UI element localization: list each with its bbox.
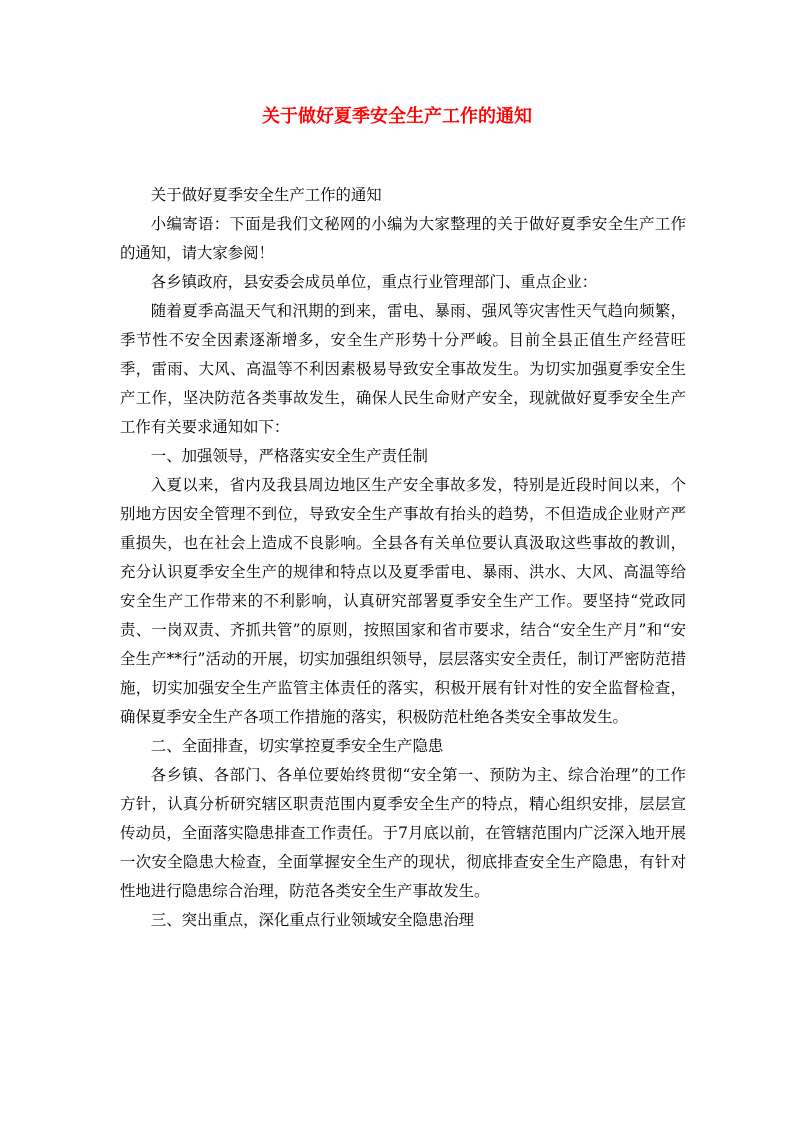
section-body-2: 各乡镇、各部门、各单位要始终贯彻“安全第一、预防为主、综合治理”的工作方针，认真分析研究辖区职责范围内夏季安全生产的特点，精心组织安排，层层宣传动员，全面落实隐患排查工作责任。于7月底以前，在管辖范围内广泛深入地开展一次安全隐患大检查，全面掌握安全生产的现状，彻底排查安全生产隐患，有针对性地进行隐患综合治理，防范各类安全生产事故发生。 [120,766,686,900]
section-heading-2: 二、全面排查，切实掌控夏季安全生产隐患 [150,737,444,755]
section-heading-3: 三、突出重点，深化重点行业领域安全隐患治理 [150,911,475,929]
document-title: 关于做好夏季安全生产工作的通知 [262,106,532,127]
section-heading-1: 一、加强领导，严格落实安全生产责任制 [150,447,428,465]
paragraph-intro: 随着夏季高温天气和汛期的到来，雷电、暴雨、强风等灾害性天气趋向频繁，季节性不安全因素逐渐增多，安全生产形势十分严峻。目前全县正值生产经营旺季，雷雨、大风、高温等不利因素极易导致安全事故发生。为切实加强夏季安全生产工作，坚决防范各类事故发生，确保人民生命财产安全，现就做好夏季安全生产工作有关要求通知如下： [120,302,686,436]
document-body [120,181,686,935]
paragraph-salutation: 各乡镇政府，县安委会成员单位，重点行业管理部门、重点企业： [150,273,598,291]
paragraph-heading: 关于做好夏季安全生产工作的通知 [150,186,382,204]
section-body-1: 入夏以来，省内及我县周边地区生产安全事故多发，特别是近段时间以来，个别地方因安全管理不到位，导致安全生产事故有抬头的趋势，不但造成企业财产严重损失，也在社会上造成不良影响。全县各有关单位要认真汲取这些事故的教训，充分认识夏季安全生产的规律和特点以及夏季雷电、暴雨、洪水、大风、高温等给安全生产工作带来的不利影响，认真研究部署夏季安全生产工作。要坚持“党政同责、一岗双责、齐抓共管”的原则，按照国家和省市要求，结合“安全生产月”和“安全生产**行”活动的开展，切实加强组织领导，层层落实安全责任，制订严密防范措施，切实加强安全生产监管主体责任的落实，积极开展有针对性的安全监督检查，确保夏季安全生产各项工作措施的落实，积极防范杜绝各类安全事故发生。 [120,476,686,726]
paragraph-editor-note: 小编寄语：下面是我们文秘网的小编为大家整理的关于做好夏季安全生产工作的通知，请大家参阅！ [120,215,686,262]
